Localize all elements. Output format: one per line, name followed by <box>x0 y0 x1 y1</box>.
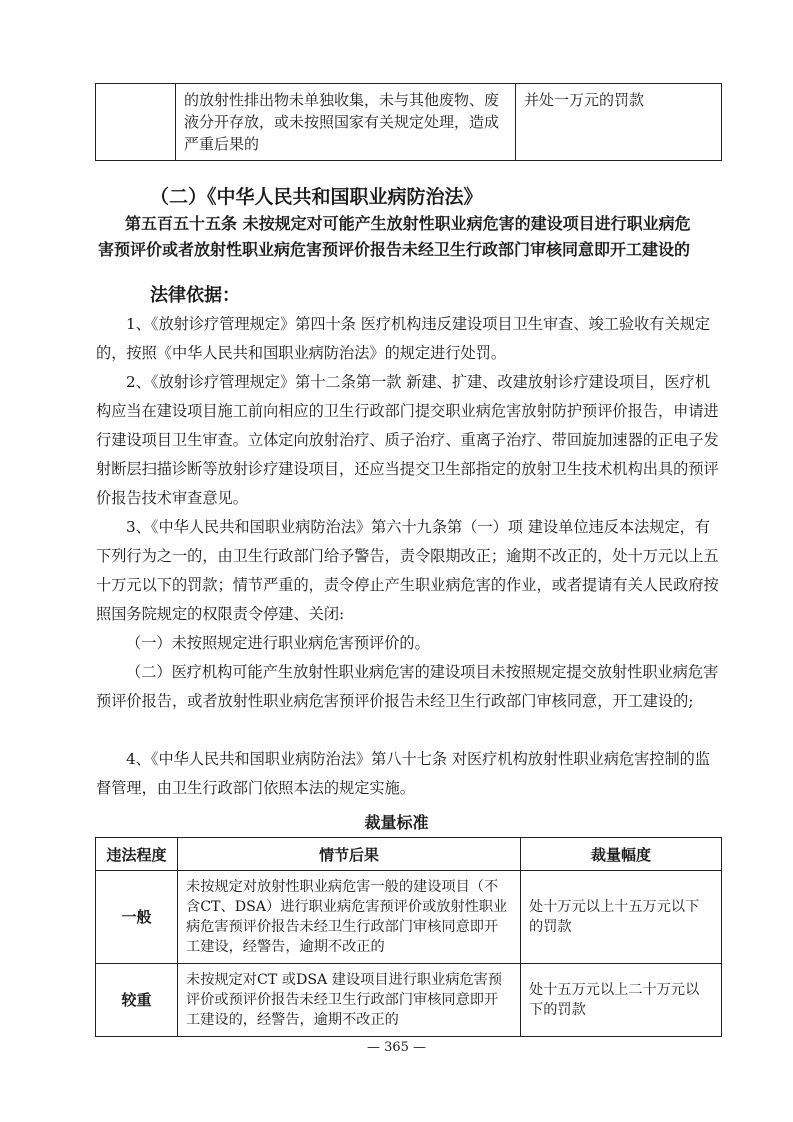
article-title <box>98 211 725 263</box>
table-row <box>96 964 722 1037</box>
table-row <box>96 871 722 964</box>
table-row <box>96 84 722 161</box>
cell-penalty: 处十五万元以上二十万元以下的罚款 <box>521 964 722 1037</box>
table-cell-penalty: 并处一万元的罚款 <box>516 84 722 161</box>
article-title-line1: 第五百五十五条 未按规定对可能产生放射性职业病危害的建设项目进行职业病危 <box>125 214 691 233</box>
cell-level: 一般 <box>96 871 178 964</box>
paragraph-1 <box>96 310 722 368</box>
paragraph-text: 2、《放射诊疗管理规定》第十二条第一款 新建、扩建、改建放射诊疗建设项目，医疗机构应当在建设项目施工前向相应的卫生行政部门提交职业病危害放射防护预评价报告，申请进行建设项目卫生审查。立体定向放射治疗、质子治疗、重离子治疗、带回旋加速器的正电子发射断层扫描诊断等放射诊疗建设项目，还应当提交卫生部指定的放射卫生技术机构出具的预评价报告技术审查意见。 <box>96 373 719 507</box>
paragraph-2 <box>96 368 722 513</box>
article-title-line2: 害预评价或者放射性职业病危害预评价报告未经卫生行政部门审核同意即开工建设的 <box>98 240 691 259</box>
table-header-row <box>96 838 722 871</box>
cell-level: 较重 <box>96 964 178 1037</box>
discretion-standard-table <box>95 837 722 1037</box>
table-cell-empty <box>96 84 176 161</box>
page-number: — 365 — <box>366 1040 427 1055</box>
paragraph-text: （二）医疗机构可能产生放射性职业病危害的建设项目未按照规定提交放射性职业病危害预评价报告，或者放射性职业病危害预评价报告未经卫生行政部门审核同意，开工建设的; <box>96 663 719 710</box>
section-heading: （二）《中华人民共和国职业病防治法》 <box>150 186 483 208</box>
legal-basis-heading: 法律依据： <box>150 285 240 306</box>
continued-table <box>95 83 722 161</box>
paragraph-3-item-1 <box>96 629 722 658</box>
paragraph-text: （一）未按照规定进行职业病危害预评价的。 <box>126 634 430 652</box>
cell-circumstance: 未按规定对放射性职业病危害一般的建设项目（不含CT、DSA）进行职业病危害预评价或放射性职业病危害预评价报告未经卫生行政部门审核同意即开工建设，经警告，逾期不改正的 <box>178 871 521 964</box>
cell-penalty: 处十万元以上十五万元以下的罚款 <box>521 871 722 964</box>
header-level: 违法程度 <box>96 838 178 871</box>
table-cell-circumstance: 的放射性排出物未单独收集，未与其他废物、废液分开存放，或未按照国家有关规定处理，造成严重后果的 <box>176 84 516 161</box>
paragraph-text: 3、《中华人民共和国职业病防治法》第六十九条第（一）项 建设单位违反本法规定，有下列行为之一的，由卫生行政部门给予警告，责令限期改正；逾期不改正的，处十万元以上五十万元以下的罚款；情节严重的，责令停止产生职业病危害的作业，或者提请有关人民政府按照国务院规定的权限责令停建、关闭: <box>96 518 719 623</box>
header-circumstance: 情节后果 <box>178 838 521 871</box>
paragraph-3-item-2 <box>96 658 722 716</box>
header-penalty: 裁量幅度 <box>521 838 722 871</box>
standard-title: 裁量标准 <box>364 813 429 832</box>
paragraph-4 <box>96 745 722 803</box>
cell-circumstance: 未按规定对CT 或DSA 建设项目进行职业病危害预评价或预评价报告未经卫生行政部门审核同意即开工建设的，经警告，逾期不改正的 <box>178 964 521 1037</box>
paragraph-text: 4、《中华人民共和国职业病防治法》第八十七条 对医疗机构放射性职业病危害控制的监督管理，由卫生行政部门依照本法的规定实施。 <box>96 750 711 797</box>
paragraph-3 <box>96 513 722 629</box>
paragraph-text: 1、《放射诊疗管理规定》第四十条 医疗机构违反建设项目卫生审查、竣工验收有关规定的，按照《中华人民共和国职业病防治法》的规定进行处罚。 <box>96 315 711 362</box>
